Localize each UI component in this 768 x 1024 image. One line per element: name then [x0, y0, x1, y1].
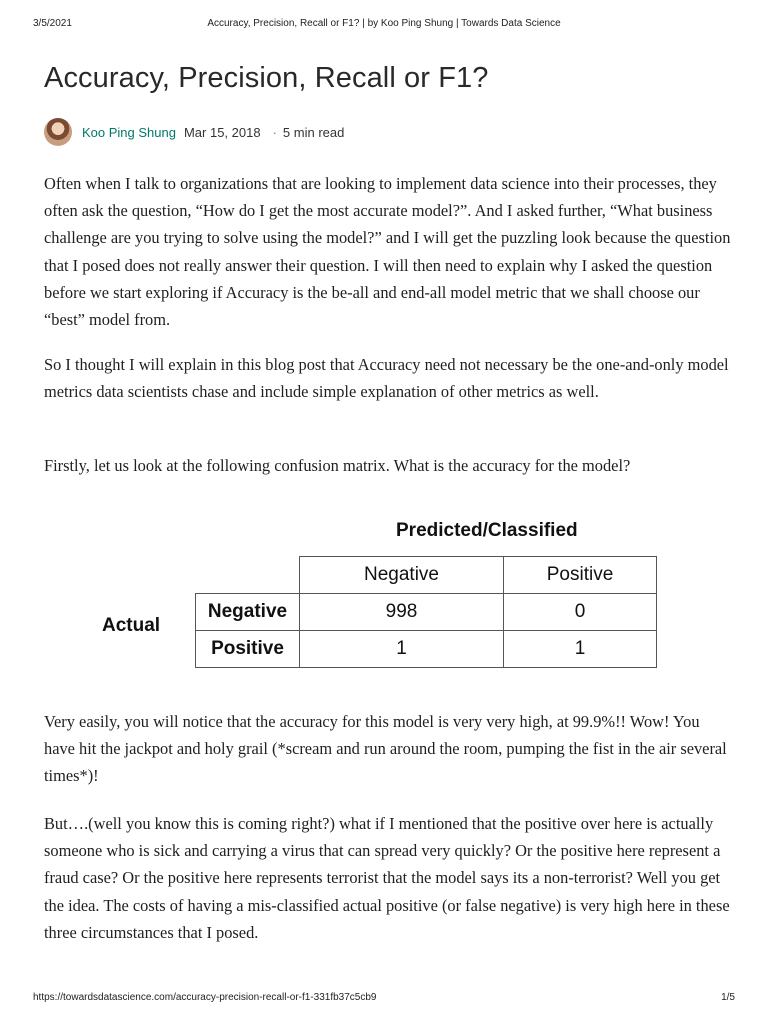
print-url: https://towardsdatascience.com/accuracy-precision-recall-or-f1-331fb37c5cb9 — [33, 992, 377, 1003]
confusion-matrix-table — [195, 556, 657, 668]
confusion-matrix-figure — [98, 516, 668, 676]
paragraph-intro: Often when I talk to organizations that are looking to implement data science into their processes, they often ask the question, “How do I get the most accurate model?”. And I asked further, “What business challenge are you trying to solve using the model?” and I will get the puzzling look because the question that I posed does not really answer their question. I will then need to explain why I asked the question before we start exploring if Accuracy is the be-all and end-all model metric that we shall choose our “best” model from. — [44, 174, 731, 330]
matrix-row-negative — [196, 594, 657, 631]
publish-date[interactable]: Mar 15, 2018 — [183, 124, 261, 140]
print-footer — [33, 992, 735, 1006]
print-page-number: 1/5 — [721, 992, 735, 1003]
matrix-cell: 1 — [300, 631, 504, 668]
matrix-row-label: Negative — [196, 594, 300, 631]
print-header — [33, 18, 735, 32]
matrix-predicted-label: Predicted/Classified — [396, 520, 578, 541]
matrix-col-negative: Negative — [300, 557, 504, 594]
paragraph-accuracy: Very easily, you will notice that the accuracy for this model is very very high, at 99.9%!! Wow! You have hit the jackpot and holy grail (*scream and run around the room, pumping the fist in the air several times*)! — [44, 712, 727, 786]
paragraph-false-negative: But….(well you know this is coming right?) what if I mentioned that the positive over here is actually someone who is sick and carrying a virus that can spread very quickly? Or the positive here represent a fraud case? Or the positive here represents terrorist that the model says its a non-terrorist? Well you get the idea. The costs of having a mis-classified actual positive (or false negative) is very high here in these three circumstances that I posed. — [44, 814, 730, 942]
matrix-col-positive: Positive — [504, 557, 657, 594]
author-link[interactable]: Koo Ping Shung — [82, 124, 176, 140]
paragraph-matrix-question: Firstly, let us look at the following confusion matrix. What is the accuracy for the model? — [44, 456, 631, 475]
matrix-cell: 998 — [300, 594, 504, 631]
matrix-header-row — [196, 557, 657, 594]
matrix-actual-label: Actual — [102, 615, 161, 636]
read-time: 5 min read — [282, 124, 345, 140]
author-avatar[interactable] — [44, 118, 72, 146]
matrix-cell: 1 — [504, 631, 657, 668]
matrix-row-label: Positive — [196, 631, 300, 668]
matrix-cell: 0 — [504, 594, 657, 631]
byline — [44, 117, 344, 147]
byline-separator: · — [272, 124, 277, 140]
matrix-row-positive — [196, 631, 657, 668]
article-title: Accuracy, Precision, Recall or F1? — [44, 62, 489, 94]
matrix-corner — [196, 557, 300, 594]
paragraph-purpose: So I thought I will explain in this blog post that Accuracy need not necessary be the one-and-only model metrics data scientists chase and include simple explanation of other metrics as well. — [44, 355, 729, 402]
print-date: 3/5/2021 — [33, 18, 72, 29]
print-page-title: Accuracy, Precision, Recall or F1? | by Koo Ping Shung | Towards Data Science — [207, 18, 561, 29]
